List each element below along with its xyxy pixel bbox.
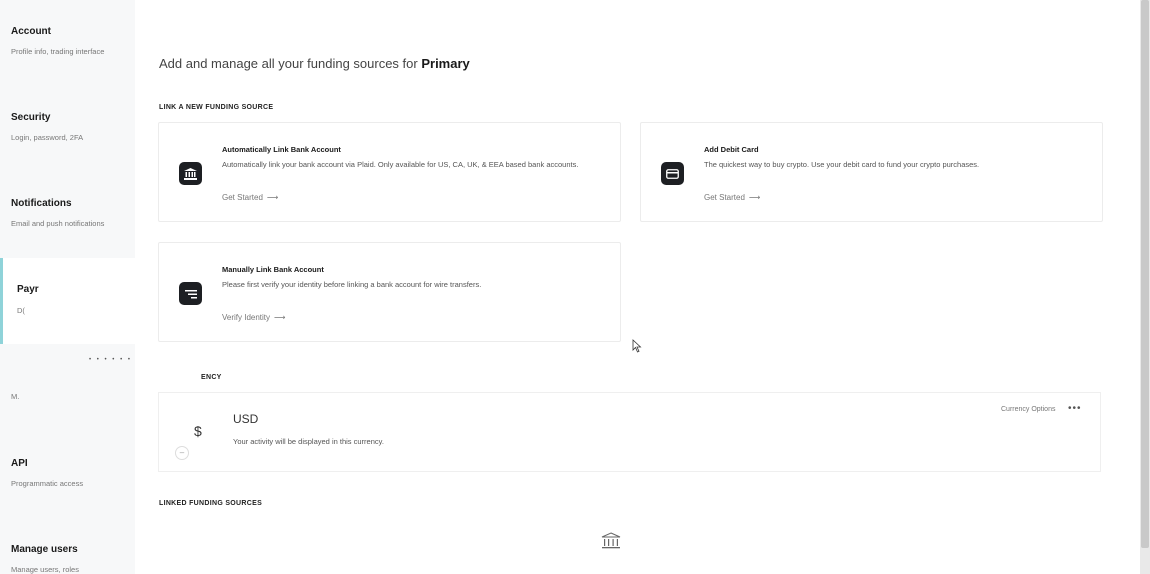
sidebar-item-account[interactable] bbox=[0, 20, 135, 70]
sidebar-item-label: Account bbox=[11, 26, 51, 37]
link-label: Get Started bbox=[704, 193, 745, 202]
sidebar-item-label: Security bbox=[11, 112, 51, 123]
currency-code: USD bbox=[233, 412, 259, 426]
dollar-icon: $ bbox=[194, 423, 202, 439]
currency-section-label: ENCY bbox=[201, 374, 222, 381]
sidebar-item-api[interactable] bbox=[0, 452, 135, 502]
sidebar-item-sublabel: Login, password, 2FA bbox=[11, 133, 84, 142]
card-description: Automatically link your bank account via Plaid. Only available for US, CA, UK, & EEA based bank accounts. bbox=[222, 160, 579, 169]
sidebar-item-notifications[interactable] bbox=[0, 192, 135, 242]
card-description: Please first verify your identity before linking a bank account for wire transfers. bbox=[222, 280, 482, 289]
more-options-icon[interactable]: ••• bbox=[1068, 403, 1082, 414]
add-debit-card-card[interactable] bbox=[640, 122, 1103, 222]
sidebar-item-security[interactable] bbox=[0, 106, 135, 156]
wire-icon bbox=[179, 282, 202, 305]
currency-description: Your activity will be displayed in this currency. bbox=[233, 437, 384, 446]
currency-card bbox=[158, 392, 1101, 472]
sidebar-item-sublabel: Profile info, trading interface bbox=[11, 47, 105, 56]
sidebar-item-sublabel: Programmatic access bbox=[11, 479, 84, 488]
bank-icon bbox=[179, 162, 202, 185]
get-started-link[interactable] bbox=[222, 193, 278, 202]
loading-indicator: • • • • • • bbox=[89, 357, 132, 363]
sidebar-item-sublabel: Email and push notifications bbox=[11, 219, 105, 228]
link-label: Verify Identity bbox=[222, 313, 271, 322]
auto-link-bank-card[interactable] bbox=[158, 122, 621, 222]
arrow-right-icon: ⟶ bbox=[748, 193, 761, 202]
card-title: Automatically Link Bank Account bbox=[222, 145, 341, 154]
arrow-right-icon: ⟶ bbox=[266, 193, 279, 202]
account-name: Primary bbox=[421, 56, 470, 71]
card-title: Add Debit Card bbox=[704, 145, 759, 154]
scrollbar-thumb[interactable] bbox=[1141, 0, 1149, 548]
page-title-prefix: Add and manage all your funding sources for bbox=[159, 56, 422, 71]
sidebar-item-sublabel: Manage users, roles bbox=[11, 565, 79, 574]
sidebar-item-label: Payr bbox=[17, 284, 39, 295]
card-description: The quickest way to buy crypto. Use your debit card to fund your crypto purchases. bbox=[704, 160, 980, 169]
link-label: Get Started bbox=[222, 193, 263, 202]
get-started-link[interactable] bbox=[704, 193, 760, 202]
minus-icon[interactable]: – bbox=[175, 446, 189, 460]
link-section-label: LINK A NEW FUNDING SOURCE bbox=[159, 104, 274, 111]
sidebar-item-partial[interactable] bbox=[0, 370, 135, 410]
sidebar-item-sublabel: M. bbox=[11, 392, 20, 401]
sidebar-item-payments[interactable] bbox=[0, 258, 135, 344]
manual-link-bank-card[interactable] bbox=[158, 242, 621, 342]
scrollbar[interactable] bbox=[1140, 0, 1150, 574]
sidebar-item-sublabel: D( bbox=[17, 306, 25, 315]
sidebar-item-manage-users[interactable] bbox=[0, 538, 135, 574]
sidebar-item-label: API bbox=[11, 458, 28, 469]
settings-sidebar bbox=[0, 0, 135, 574]
card-icon bbox=[661, 162, 684, 185]
sidebar-item-label: Manage users bbox=[11, 544, 78, 555]
page-title bbox=[159, 56, 470, 71]
verify-identity-link[interactable] bbox=[222, 313, 286, 322]
sidebar-item-label: Notifications bbox=[11, 198, 72, 209]
linked-section-label: LINKED FUNDING SOURCES bbox=[159, 500, 263, 507]
arrow-right-icon: ⟶ bbox=[274, 313, 286, 322]
bank-icon bbox=[601, 532, 621, 550]
card-title: Manually Link Bank Account bbox=[222, 265, 324, 274]
currency-options-button[interactable]: Currency Options bbox=[1001, 406, 1056, 413]
mouse-cursor-icon bbox=[632, 339, 642, 353]
